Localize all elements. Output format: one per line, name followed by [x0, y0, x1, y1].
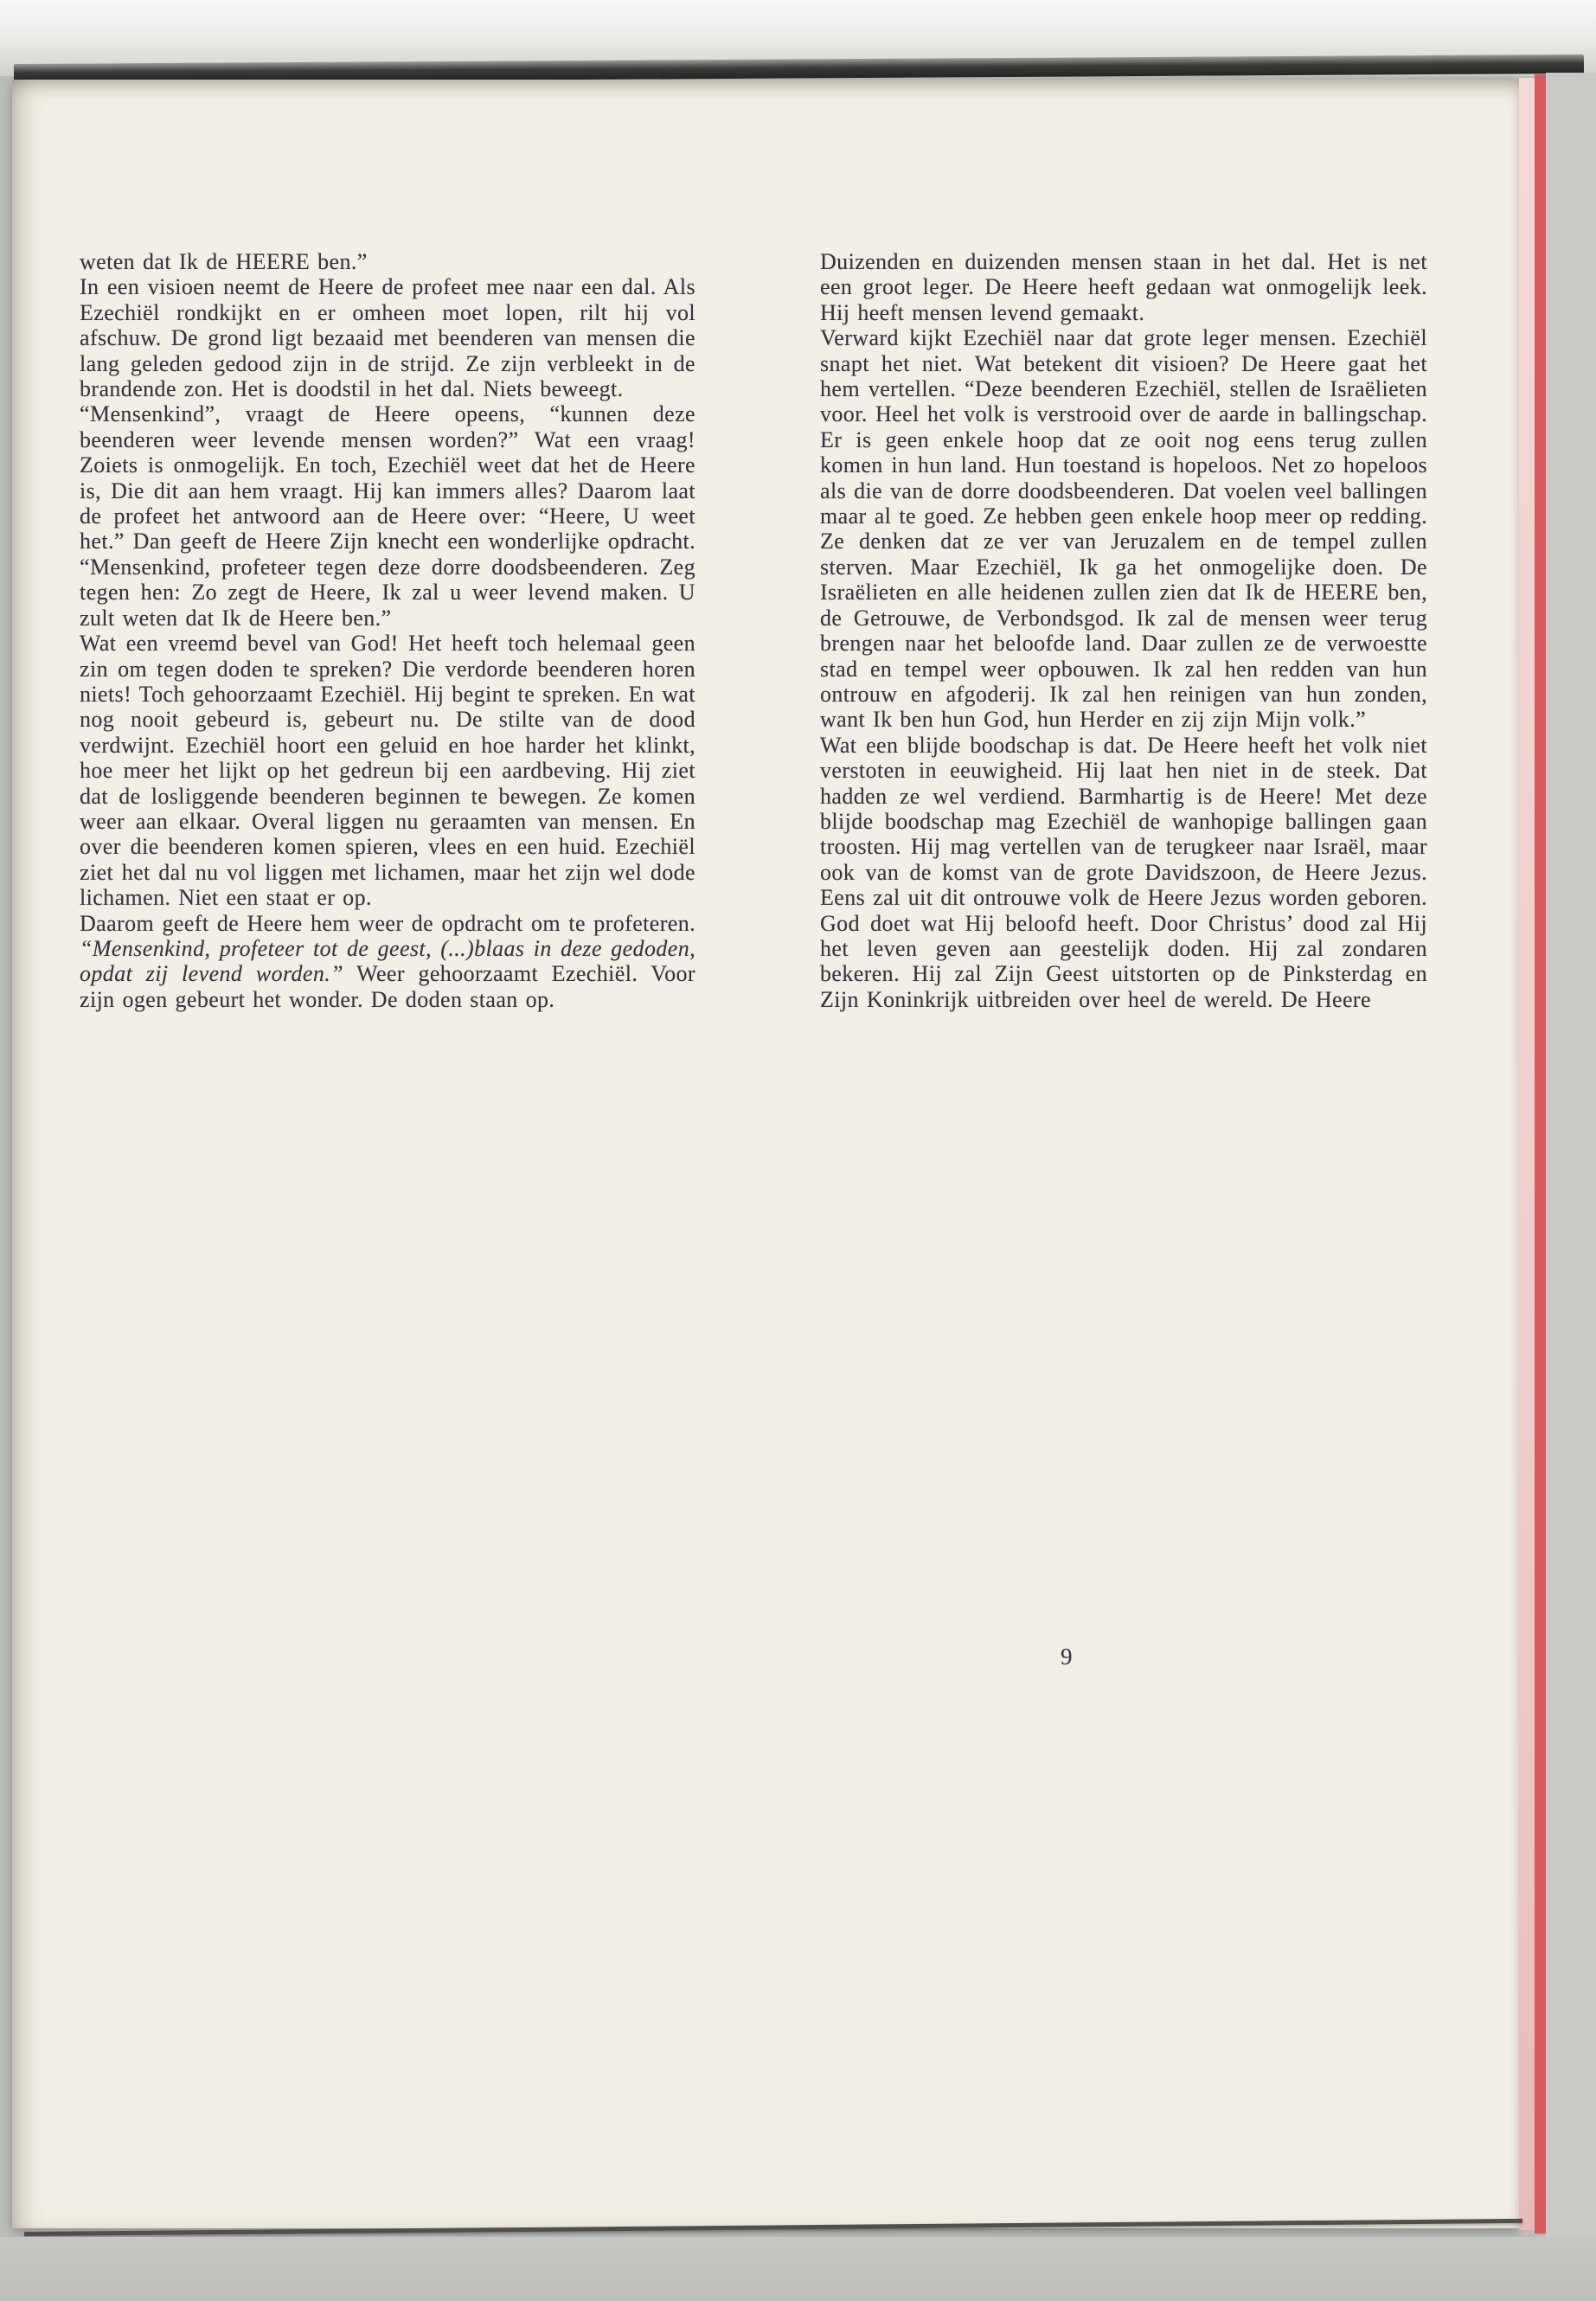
page-number: 9: [1061, 1644, 1073, 1670]
paragraph-left-3: “Mensenkind”, vraagt de Heere opeens, “kunnen deze beenderen weer levende mensen worden?” Wat een vraag! Zoiets is onmogelijk. En toch, Ezechiël weet dat het de Heere is, Die dit aan hem vraagt. Hij kan immers alles? Daarom laat de profeet het antwoord aan de Heere over: “Heere, U weet het.” Dan geeft de Heere Zijn knecht een wonderlijke opdracht. “Mensenkind, profeteer tegen deze dorre doodsbeenderen. Zeg tegen hen: Zo zegt de Heere, Ik zal u weer levend maken. U zult weten dat Ik de Heere ben.”: [80, 401, 695, 631]
scanner-background-right: [1546, 73, 1596, 2301]
paragraph-text: Weer gehoorzaamt Ezechiël. Voor zijn ogen gebeurt het wonder. De doden staan op.: [80, 961, 695, 1012]
paragraph-right-3: Wat een blijde boodschap is dat. De Heere heeft het volk niet verstoten in eeuwigheid. Hij laat hen niet in de steek. Dat hadden ze wel verdiend. Barmhartig is de Heere! Met deze blijde boodschap mag Ezechiël de wanhopige ballingen gaan troosten. Hij mag vertellen van de terugkeer naar Israël, maar ook van de komst van de grote Davidszoon, de Heere Jezus. Eens zal uit dit ontrouwe volk de Heere Jezus worden geboren. God doet wat Hij beloofd heeft. Door Christus’ dood zal Hij het leven geven aan geestelijk doden. Hij zal zondaren bekeren. Hij zal Zijn Geest uitstorten op de Pinksterdag en Zijn Koninkrijk uitbreiden over heel de wereld. De Heere: [820, 732, 1427, 1012]
book-page: [12, 80, 1519, 2228]
text-column-right: [820, 249, 1427, 1012]
paragraph-left-1: weten dat Ik de HEERE ben.”: [80, 249, 368, 274]
paragraph-right-1: Duizenden en duizenden mensen staan in het dal. Het is net een groot leger. De Heere heeft gedaan wat onmogelijk leek. Hij heeft mensen levend gemaakt.: [820, 249, 1427, 325]
paragraph-left-2: In een visioen neemt de Heere de profeet mee naar een dal. Als Ezechiël rondkijkt en er omheen moet lopen, rilt hij vol afschuw. De grond ligt bezaaid met beenderen van mensen die lang geleden gedood zijn in de strijd. Ze zijn verbleekt in de brandende zon. Het is doodstil in het dal. Niets beweegt.: [80, 274, 695, 402]
scripture-quote-italic: “Mensenkind, profeteer tot de geest, (...)blaas in deze gedoden, opdat zij levend worden.”: [80, 935, 695, 987]
text-column-left: [80, 249, 695, 1012]
paragraph-left-5: [80, 911, 695, 1013]
page-block-pink-edge: [1519, 78, 1535, 2230]
scanner-background-bottom: [0, 2237, 1596, 2301]
paragraph-left-4: Wat een vreemd bevel van God! Het heeft toch helemaal geen zin om tegen doden te spreken? Die verdorde beenderen horen niets! Toch gehoorzaamt Ezechiël. Hij begint te spreken. En wat nog nooit gebeurd is, gebeurt nu. De stilte van de dood verdwijnt. Ezechiël hoort een geluid en hoe harder het klinkt, hoe meer het lijkt op het gedreun bij een aardbeving. Hij ziet dat de losliggende beenderen beginnen te bewegen. Ze komen weer aan elkaar. Overal liggen nu geraamten van mensen. En over die beenderen komen spieren, vlees en een huid. Ezechiël ziet het dal nu vol liggen met lichamen, maar het zijn wel dode lichamen. Niet een staat er op.: [80, 631, 695, 911]
paragraph-text: Daarom geeft de Heere hem weer de opdracht om te profeteren.: [80, 910, 695, 936]
paragraph-right-2: Verward kijkt Ezechiël naar dat grote leger mensen. Ezechiël snapt het niet. Wat betekent dit visioen? De Heere gaat het hem vertellen. “Deze beenderen Ezechiël, stellen de Israëlieten voor. Heel het volk is verstrooid over de aarde in ballingschap. Er is geen enkele hoop dat ze ooit nog eens terug zullen komen in hun land. Hun toestand is hopeloos. Net zo hopeloos als die van de dorre doodsbeenderen. Dat voelen veel ballingen maar al te goed. Ze hebben geen enkele hoop meer op redding. Ze denken dat ze ver van Jeruzalem en de tempel zullen sterven. Maar Ezechiël, Ik ga het onmogelijke doen. De Israëlieten en alle heidenen zullen zien dat Ik de HEERE ben, de Getrouwe, de Verbondsgod. Ik zal de mensen weer terug brengen naar het beloofde land. Daar zullen ze de verwoestte stad en tempel weer opbouwen. Ik zal hen redden van hun ontrouw en afgoderij. Ik zal hen reinigen van hun zonden, want Ik ben hun God, hun Herder en zij zijn Mijn volk.”: [820, 325, 1427, 733]
book-cover-red-edge: [1535, 74, 1546, 2234]
